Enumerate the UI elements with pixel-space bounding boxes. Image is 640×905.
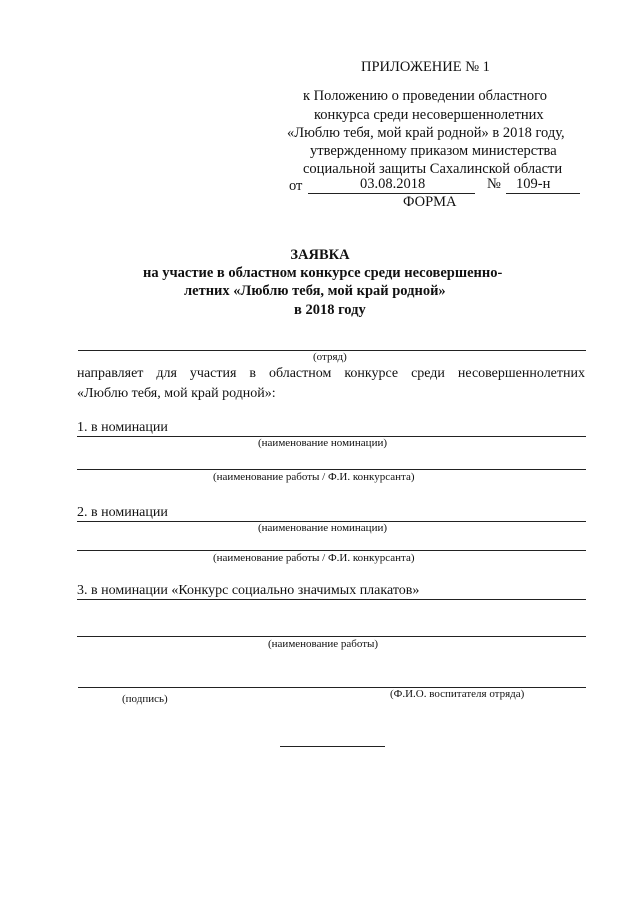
squad-intro-line: «Люблю тебя, мой край родной»: — [77, 386, 276, 401]
nomination-caption: (наименование номинации) — [258, 437, 388, 449]
work-caption: (наименование работы / Ф.И. конкурсанта) — [213, 471, 415, 483]
closing-rule — [280, 746, 385, 747]
squad-intro-line: направляет для участия в областном конкурсе среди несовершеннолетних — [77, 366, 585, 381]
work-line — [77, 550, 586, 551]
nomination-label: 2. в номинации — [77, 505, 168, 520]
form-label: ФОРМА — [403, 194, 457, 210]
nomination-label: 1. в номинации — [77, 420, 168, 435]
educator-name-caption: (Ф.И.О. воспитателя отряда) — [390, 688, 525, 700]
work-line — [77, 636, 586, 637]
nomination-caption: (наименование номинации) — [258, 522, 388, 534]
order-number: 109-н — [516, 176, 551, 192]
application-title: ЗАЯВКА — [290, 247, 350, 263]
appendix-line: к Положению о проведении областного — [303, 88, 547, 104]
order-number-underline — [506, 193, 580, 194]
nomination-line — [77, 599, 586, 600]
order-number-label: № — [487, 176, 501, 192]
application-subtitle: в 2018 году — [294, 302, 366, 318]
work-line — [77, 469, 586, 470]
nomination-label: 3. в номинации «Конкурс социально значимых плакатов» — [77, 583, 420, 598]
appendix-title: ПРИЛОЖЕНИЕ № 1 — [361, 59, 490, 75]
order-date: 03.08.2018 — [360, 176, 426, 192]
appendix-line: «Люблю тебя, мой край родной» в 2018 году, — [287, 125, 565, 141]
application-subtitle: летних «Люблю тебя, мой край родной» — [184, 283, 446, 299]
appendix-line: конкурса среди несовершеннолетних — [314, 107, 544, 123]
appendix-line: социальной защиты Сахалинской области — [303, 161, 563, 177]
work-caption: (наименование работы) — [268, 638, 379, 650]
order-from-label: от — [289, 178, 303, 194]
signature-caption: (подпись) — [122, 693, 168, 705]
squad-caption: (отряд) — [313, 351, 347, 363]
appendix-line: утвержденному приказом министерства — [310, 143, 557, 159]
work-caption: (наименование работы / Ф.И. конкурсанта) — [213, 552, 415, 564]
application-subtitle: на участие в областном конкурсе среди несовершенно- — [143, 265, 503, 281]
